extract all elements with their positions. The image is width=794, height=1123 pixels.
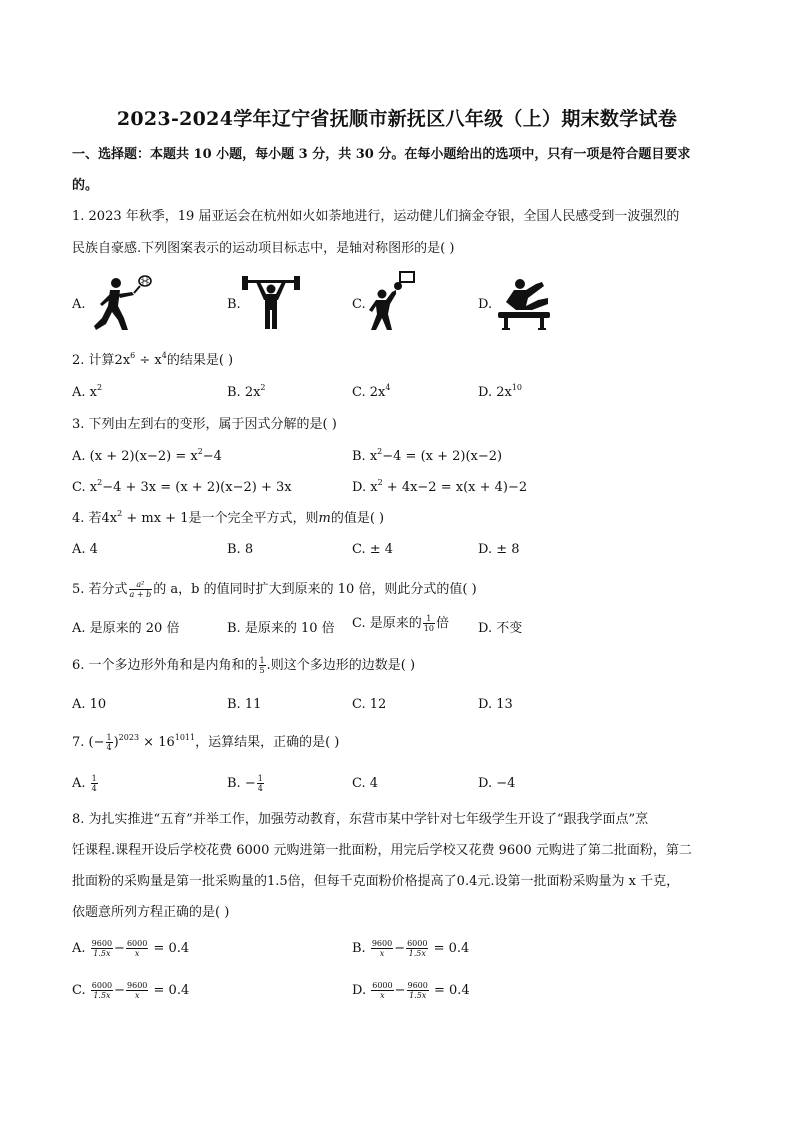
q3-a-post: −4 (202, 449, 222, 464)
q8-b-frac2 (406, 939, 428, 958)
q8-d-d1: x (380, 991, 385, 1000)
q8-a-frac1 (91, 939, 113, 958)
q8-b-d1: x (379, 949, 385, 958)
q8-b-d2: 1.5x (408, 949, 426, 958)
q3-b-post: −4 = (x + 2)(x−2) (382, 449, 503, 464)
q7-option-d: D. −4 (478, 776, 516, 791)
q8-d-d2: 1.5x (409, 991, 427, 1000)
q8-option-b: B. $\frac{9600}{x}$ − $\frac{6000}{1.5x}$ = 0.4 (352, 939, 470, 958)
q7-suffix: ，运算结果，正确的是( ) (195, 735, 340, 750)
q6-option-b: B. 11 (227, 697, 262, 712)
q6-den: 5 (259, 666, 265, 675)
q3-a-pre: A. (x + 2)(x−2) = x (72, 449, 198, 464)
q4-option-a: A. 4 (72, 542, 98, 557)
q3-c-post: −4 + 3x = (x + 2)(x−2) + 3x (102, 480, 292, 495)
q2-b-text: B. 2x (227, 385, 261, 400)
q2-div: ÷ x (135, 353, 162, 368)
tennis-icon (88, 274, 156, 332)
q2-expr: 2x (114, 353, 131, 368)
q4-option-d: D. ± 8 (478, 542, 520, 557)
q4-var: m (318, 511, 331, 526)
weightlifting-icon (240, 276, 302, 330)
q8-stem-line4: 依题意所列方程正确的是( ) (72, 905, 230, 920)
q5-option-c (352, 614, 449, 633)
q2-exp2: 4 (161, 351, 167, 360)
q5-option-b: B. 是原来的 10 倍 (227, 621, 335, 636)
q8-a-rhs: = 0.4 (153, 941, 190, 956)
q7-den: 4 (106, 743, 112, 752)
q7-num: 1 (106, 733, 112, 742)
q5-stem (72, 580, 477, 599)
q7-option-c: C. 4 (352, 776, 379, 791)
q5-c-fraction (423, 614, 435, 633)
q8-stem-line2: 饪课程.课程开设后学校花费 6000 元购进第一批面粉，用完后学校又花费 9600 元购进了第二批面粉，第二 (72, 843, 692, 858)
q7-fraction (106, 733, 113, 752)
q7-mid: × 16 (139, 735, 175, 750)
section-heading-line1: 一、选择题：本题共 10 小题，每小题 3 分，共 30 分。在每小题给出的选项中，只有一项是符合题目要求 (72, 147, 691, 162)
page-title: 2023-2024学年辽宁省抚顺市新抚区八年级（上）期末数学试卷 (116, 108, 678, 130)
q3-d-pre: D. x (352, 480, 378, 495)
q6-suffix: .则这个多边形的边数是( ) (266, 658, 416, 673)
q5-frac-num: a² (129, 580, 153, 590)
q5-fraction (129, 580, 153, 599)
q6-option-c: C. 12 (352, 697, 387, 712)
q5-option-a: A. 是原来的 20 倍 (72, 621, 180, 636)
q1-option-d-label: D. (478, 297, 493, 312)
q2-a-text: A. x (72, 385, 97, 400)
basketball-icon (366, 270, 418, 334)
q8-stem-line1: 8. 为扎实推进“五育”并举工作，加强劳动教育，东营市某中学针对七年级学生开设了“跟我学面点”烹 (72, 812, 649, 827)
q3-a-exp: 2 (197, 447, 203, 456)
q2-d-text: D. 2x (478, 385, 512, 400)
q2-c-text: C. 2x (352, 385, 386, 400)
q8-d-frac2 (407, 981, 429, 1000)
q1-option-a-label: A. (72, 297, 86, 312)
q7-close: ) (113, 735, 119, 750)
q8-d-n1: 6000 (372, 981, 393, 990)
q2-option-d (478, 384, 522, 402)
q4-stem (72, 510, 384, 528)
q5-prefix: 5. 若分式 (72, 582, 128, 597)
q8-c-frac2 (126, 981, 148, 1000)
q3-b-exp: 2 (377, 447, 383, 456)
q5-option-d: D. 不变 (478, 621, 523, 636)
q6-option-d: D. 13 (478, 697, 513, 712)
q7-a-den: 4 (91, 784, 97, 793)
q7-exp2: 1011 (174, 733, 196, 742)
q8-c-d1: 1.5x (93, 991, 111, 1000)
q7-option-b (227, 774, 265, 793)
q2-b-exp: 2 (260, 383, 266, 392)
q7-b-den: 4 (257, 784, 263, 793)
q8-a-frac2 (126, 939, 148, 958)
q8-d-label: D. (352, 983, 367, 998)
q3-b-pre: B. x (352, 449, 378, 464)
q8-option-a: A. $\frac{9600}{1.5x}$ − $\frac{6000}{x}$ = 0.4 (72, 939, 190, 958)
q2-d-exp: 10 (511, 383, 523, 392)
q6-prefix: 6. 一个多边形外角和是内角和的 (72, 658, 258, 673)
q2-prefix: 2. 计算 (72, 353, 115, 368)
q1-option-b-label: B. (227, 297, 241, 312)
q7-prefix: 7. (− (72, 735, 105, 750)
q8-b-frac1 (371, 939, 393, 958)
q1-stem-line1: 1. 2023 年秋季，19 届亚运会在杭州如火如荼地进行，运动健儿们摘金夺银，全国人民感受到一波强烈的 (72, 209, 680, 224)
q2-option-b (227, 384, 266, 402)
q5-c-post: 倍 (435, 616, 449, 631)
q3-d-exp: 2 (377, 478, 383, 487)
q2-suffix: 的结果是( ) (166, 353, 234, 368)
q5-c-pre: C. 是原来的 (352, 616, 422, 631)
q3-option-a (72, 448, 222, 466)
q8-a-n2: 6000 (126, 939, 148, 948)
q2-option-a (72, 384, 102, 402)
q7-a-num: 1 (91, 774, 97, 783)
q4-suffix: 的值是( ) (330, 511, 385, 526)
q7-b-num: 1 (257, 774, 263, 783)
q2-c-exp: 4 (385, 383, 391, 392)
q8-c-d2: x (134, 991, 140, 1000)
q8-d-n2: 9600 (407, 981, 428, 990)
q8-a-label: A. (72, 941, 86, 956)
q2-exp1: 6 (130, 351, 136, 360)
q6-fraction (259, 656, 266, 675)
q7-a-fraction (91, 774, 98, 793)
q8-option-c: C. $\frac{6000}{1.5x}$ − $\frac{9600}{x}$ = 0.4 (72, 981, 190, 1000)
q8-stem-line3: 批面粉的采购量是第一批采购量的1.5倍，但每千克面粉价格提高了0.4元.设第一批面粉采购量为 x 千克， (72, 874, 680, 889)
q1-option-c-label: C. (352, 297, 366, 312)
q7-stem (72, 733, 339, 752)
q6-option-a: A. 10 (72, 697, 107, 712)
section-heading-line2: 的。 (72, 178, 99, 193)
q4-option-c: C. ± 4 (352, 542, 394, 557)
q8-option-d: D. $\frac{6000}{x}$ − $\frac{9600}{1.5x}$ = 0.4 (352, 981, 470, 1000)
q8-a-n1: 9600 (91, 939, 113, 948)
q7-option-a (72, 774, 99, 793)
q8-b-label: B. (352, 941, 366, 956)
q8-c-frac1 (91, 981, 113, 1000)
q4-prefix: 4. 若4x (72, 511, 118, 526)
q3-option-d (352, 479, 527, 497)
q8-b-n1: 9600 (371, 939, 393, 948)
q8-a-d1: 1.5x (93, 949, 111, 958)
q4-option-b: B. 8 (227, 542, 254, 557)
q4-mid: + mx + 1是一个完全平方式，则 (122, 511, 319, 526)
q5-c-num: 1 (423, 614, 435, 624)
q6-num: 1 (259, 656, 265, 665)
q8-d-frac1 (371, 981, 393, 1000)
q8-c-n2: 9600 (127, 981, 148, 990)
q7-b-pre: B. − (227, 776, 256, 791)
q3-stem: 3. 下列由左到右的变形，属于因式分解的是( ) (72, 417, 337, 432)
q7-a-pre: A. (72, 776, 90, 791)
q8-c-label: C. (72, 983, 86, 998)
q3-option-b (352, 448, 502, 466)
q7-exp1: 2023 (118, 733, 140, 742)
q3-c-pre: C. x (72, 480, 98, 495)
q1-stem-line2: 民族自豪感.下列图案表示的运动项目标志中，是轴对称图形的是( ) (72, 241, 455, 256)
q4-exp: 2 (117, 509, 123, 518)
q8-c-rhs: = 0.4 (153, 983, 190, 998)
q6-stem (72, 656, 415, 675)
q7-b-fraction (257, 774, 264, 793)
q2-stem (72, 352, 233, 370)
q3-c-exp: 2 (97, 478, 103, 487)
q8-b-n2: 6000 (407, 939, 428, 948)
q8-c-n1: 6000 (91, 981, 113, 990)
q5-c-den: 10 (423, 624, 434, 633)
q3-option-c (72, 479, 292, 497)
q8-d-rhs: = 0.4 (434, 983, 470, 998)
q8-a-d2: x (134, 949, 140, 958)
q2-a-exp: 2 (96, 383, 103, 392)
q5-mid: 的 a，b 的值同时扩大到原来的 10 倍，则此分式的值( ) (153, 582, 477, 597)
q8-b-rhs: = 0.4 (433, 941, 470, 956)
q2-option-c (352, 384, 390, 402)
pommel-horse-icon (496, 276, 552, 332)
q5-frac-den: a + b (129, 590, 152, 599)
q3-d-post: + 4x−2 = x(x + 4)−2 (382, 480, 528, 495)
